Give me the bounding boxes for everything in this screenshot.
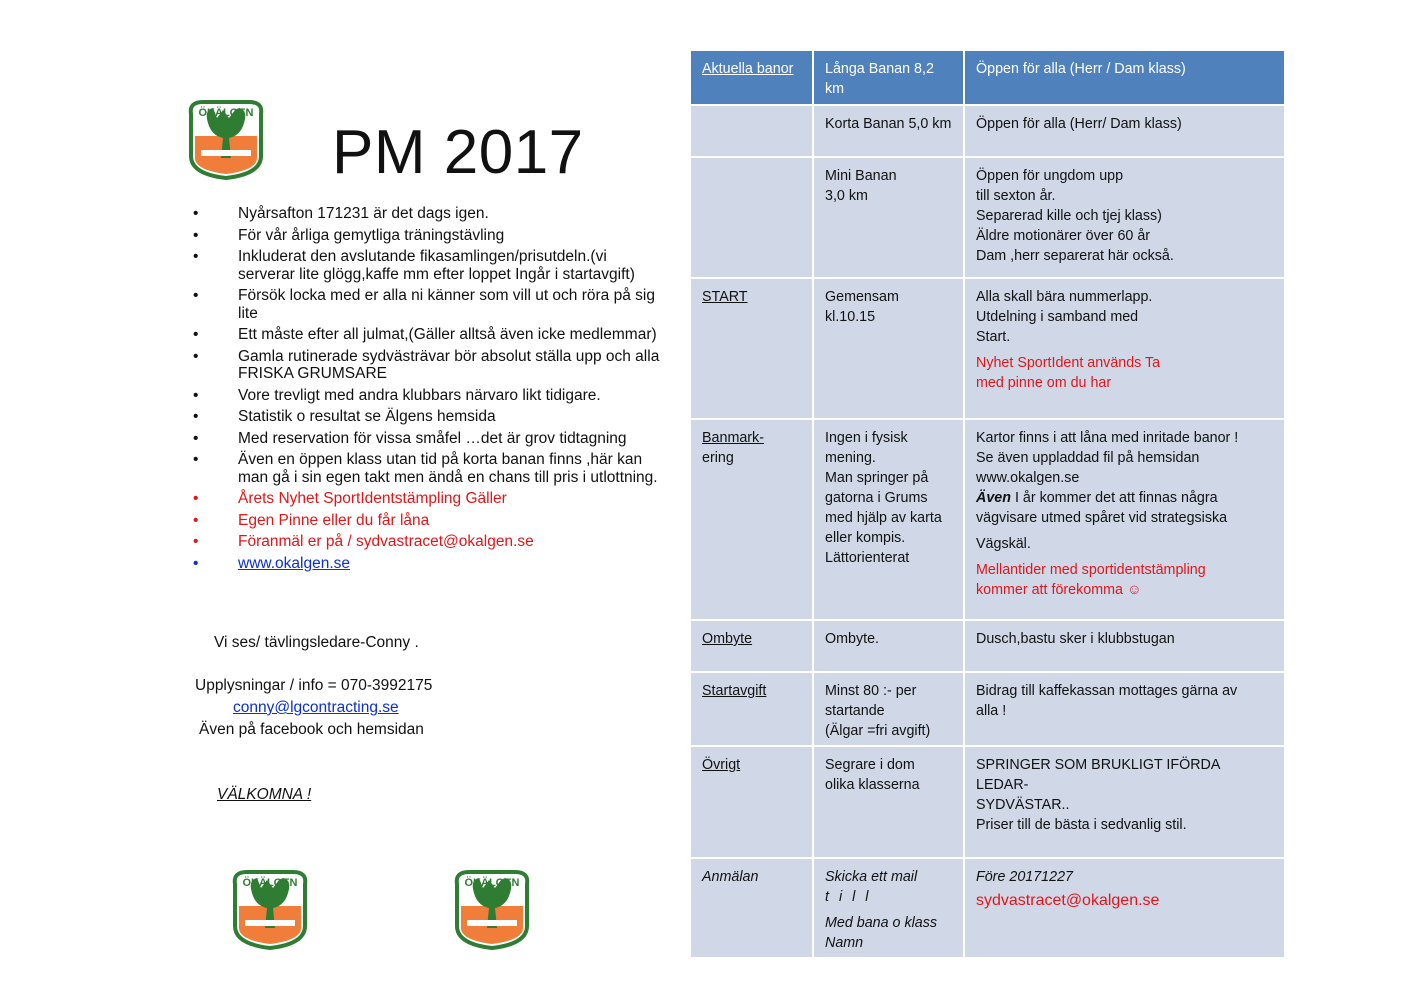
bullet-item-preregister: • Föranmäl er på / sydvastracet@okalgen.se	[188, 533, 666, 551]
table-row-changing	[690, 620, 1285, 672]
changing-label-cell: Ombyte	[690, 620, 813, 672]
page-title: PM 2017	[332, 118, 584, 187]
contact-email-link[interactable]: conny@lgcontracting.se	[233, 699, 399, 716]
table-row-other	[690, 746, 1285, 858]
other-winners-cell: Segrare i dom olika klasserna	[813, 746, 964, 858]
bullet-item: • Försök locka med er alla ni känner som vill ut och röra på sig lite	[188, 287, 666, 322]
svg-text:ÖKÄLGEN: ÖKÄLGEN	[198, 107, 254, 119]
bullet-item-news: • Årets Nyhet SportIdentstämpling Gäller	[188, 490, 666, 508]
club-logo-bottom-left	[227, 866, 313, 950]
table-row-fee	[690, 672, 1285, 746]
bullet-item: • Även en öppen klass utan tid på korta banan finns ,här kan man gå i sin egen takt men ändå en chans till pris i utlottning.	[188, 451, 666, 486]
club-logo-top	[183, 96, 269, 180]
registration-label-cell: Anmälan	[690, 858, 813, 958]
bullet-item: • Nyårsafton 171231 är det dags igen.	[188, 205, 666, 223]
table-row-start	[690, 278, 1285, 419]
registration-email-link[interactable]: sydvastracet@okalgen.se	[976, 892, 1160, 909]
bullet-item: • Inkluderat den avslutande fikasamlingen/prisutdeln.(vi serverar lite glögg,kaffe mm efter loppet Ingår i startavgift)	[188, 248, 666, 283]
short-course-open-cell: Öppen för alla (Herr/ Dam klass)	[964, 105, 1285, 157]
table-row	[690, 157, 1285, 278]
table-row-registration	[690, 858, 1285, 958]
bullet-item: • Gamla rutinerade sydvästrävar bör absolut ställa upp och alla FRISKA GRUMSARE	[188, 348, 666, 383]
table-header-row	[690, 50, 1285, 105]
mini-course-classes-cell: Öppen för ungdom upp till sexton år. Separerad kille och tjej klass) Äldre motionärer över 60 år Dam ,herr separerat här också.	[964, 157, 1285, 278]
changing-details-cell: Dusch,bastu sker i klubbstugan	[964, 620, 1285, 672]
fee-details-cell: Bidrag till kaffekassan mottages gärna av alla !	[964, 672, 1285, 746]
bullet-item: • Ett måste efter all julmat,(Gäller alltså även icke medlemmar)	[188, 326, 666, 344]
club-logo-bottom-right	[449, 866, 535, 950]
welcome-text: VÄLKOMNA !	[217, 786, 312, 803]
svg-text:ÖKÄLGEN: ÖKÄLGEN	[242, 877, 298, 889]
mini-course-cell: Mini Banan 3,0 km	[813, 157, 964, 278]
header-cell-courses: Aktuella banor	[690, 50, 813, 105]
start-time-cell: Gemensam kl.10.15	[813, 278, 964, 419]
start-label-cell: START	[690, 278, 813, 419]
registration-method-cell: Skicka ett mail t i l l Med bana o klass Namn	[813, 858, 964, 958]
svg-text:ÖKÄLGEN: ÖKÄLGEN	[464, 877, 520, 889]
marking-description-cell: Ingen i fysisk mening. Man springer på gatorna i Grums med hjälp av karta eller kompis. Lättorienterat	[813, 419, 964, 620]
table-row-marking	[690, 419, 1285, 620]
marking-label-cell: Banmark- ering	[690, 419, 813, 620]
registration-deadline-cell: Före 20171227 sydvastracet@okalgen.se	[964, 858, 1285, 958]
bullet-item: • Statistik o resultat se Älgens hemsida	[188, 408, 666, 426]
header-cell-long-open: Öppen för alla (Herr / Dam klass)	[964, 50, 1285, 105]
changing-cell: Ombyte.	[813, 620, 964, 672]
fee-amount-cell: Minst 80 :- per startande (Älgar =fri avgift)	[813, 672, 964, 746]
table-row	[690, 105, 1285, 157]
bullet-item-chip: • Egen Pinne eller du får låna	[188, 512, 666, 530]
bullet-item: • För vår årliga gemytliga träningstävling	[188, 227, 666, 245]
event-info-table	[690, 50, 1285, 958]
signoff-text: Vi ses/ tävlingsledare-Conny .	[214, 634, 419, 651]
other-details-cell: SPRINGER SOM BRUKLIGT IFÖRDA LEDAR- SYDVÄSTAR.. Priser till de bästa i sedvanlig stil.	[964, 746, 1285, 858]
contact-info: Upplysningar / info = 070-3992175	[195, 677, 433, 694]
facebook-note: Även på facebook och hemsidan	[199, 721, 424, 738]
bullet-item: • Med reservation för vissa småfel …det är grov tidtagning	[188, 430, 666, 448]
start-details-cell: Alla skall bära nummerlapp. Utdelning i samband med Start. Nyhet SportIdent används Ta med pinne om du har	[964, 278, 1285, 419]
marking-details-cell: Kartor finns i att låna med inritade banor ! Se även uppladdad fil på hemsidan www.okalgen.se Även I år kommer det att finnas några vägvisare utmed spåret vid strategsiska Vägskäl. Mellantider med sportidentstämpling kommer att förekomma ☺	[964, 419, 1285, 620]
info-bullet-list	[188, 205, 666, 576]
bullet-item: • Vore trevligt med andra klubbars närvaro likt tidigare.	[188, 387, 666, 405]
other-label-cell: Övrigt	[690, 746, 813, 858]
header-cell-long-course: Långa Banan 8,2 km	[813, 50, 964, 105]
bullet-item-website[interactable]	[188, 555, 666, 573]
website-link[interactable]: www.okalgen.se	[238, 554, 351, 572]
fee-label-cell: Startavgift	[690, 672, 813, 746]
short-course-cell: Korta Banan 5,0 km	[813, 105, 964, 157]
